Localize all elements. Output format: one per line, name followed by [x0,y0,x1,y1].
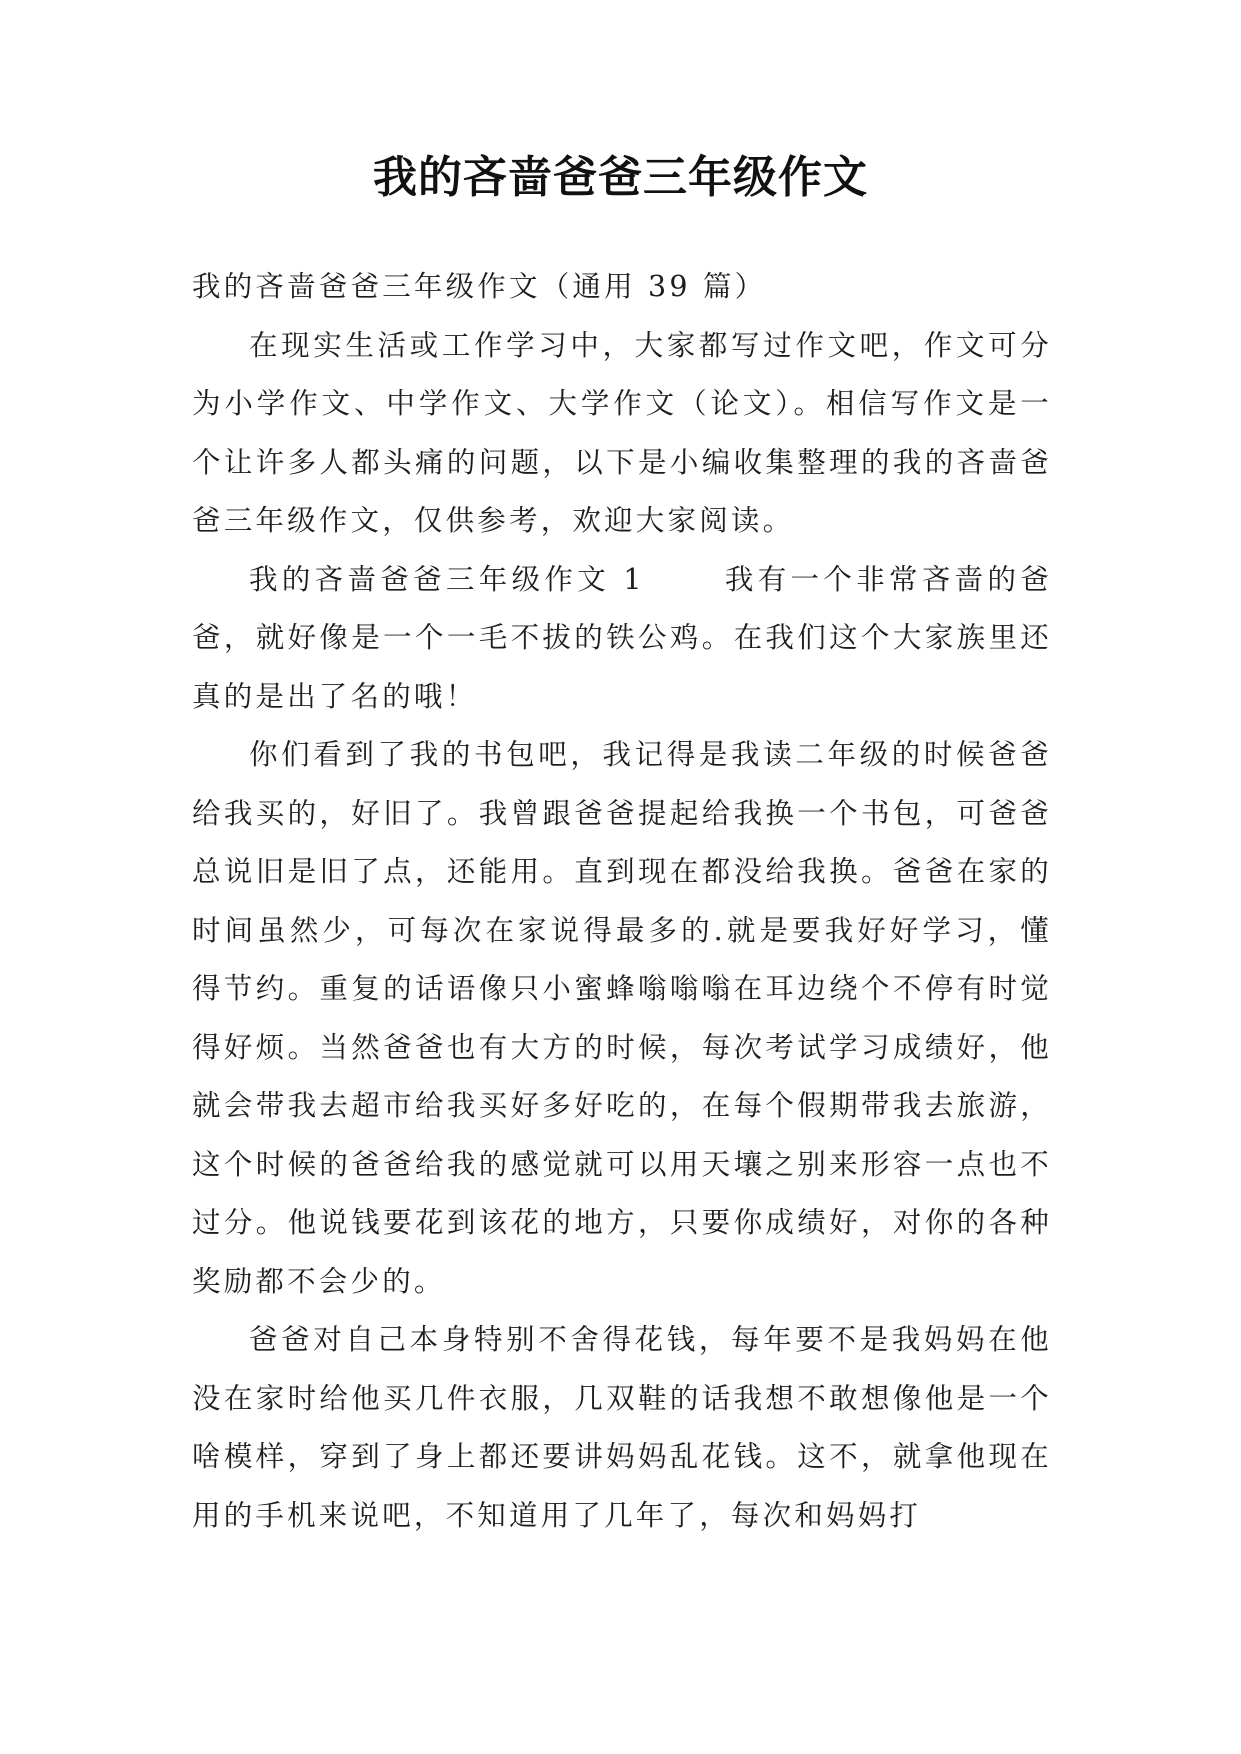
paragraph-intro: 在现实生活或工作学习中，大家都写过作文吧，作文可分为小学作文、中学作文、大学作文（论文）。相信写作文是一个让许多人都头痛的问题，以下是小编收集整理的我的吝啬爸爸三年级作文，仅供参考，欢迎大家阅读。 [192,328,1052,537]
document-title: 我的吝啬爸爸三年级作文 [373,152,868,203]
document-subtitle: 我的吝啬爸爸三年级作文（通用 39 篇） [192,270,767,303]
paragraph-schoolbag: 你们看到了我的书包吧，我记得是我读二年级的时候爸爸给我买的，好旧了。我曾跟爸爸提起给我换一个书包，可爸爸总说旧是旧了点，还能用。直到现在都没给我换。爸爸在家的时间虽然少，可每次在家说得最多的.就是要我好好学习，懂得节约。重复的话语像只小蜜蜂嗡嗡嗡在耳边绕个不停有时觉得好烦。当然爸爸也有大方的时候，每次考试学习成绩好，他就会带我去超市给我买好多好吃的，在每个假期带我去旅游，这个时候的爸爸给我的感觉就可以用天壤之别来形容一点也不过分。他说钱要花到该花的地方，只要你成绩好，对你的各种奖励都不会少的。 [192,738,1052,1298]
paragraph-essay-1-opening: 我的吝啬爸爸三年级作文 1 我有一个非常吝啬的爸爸，就好像是一个一毛不拔的铁公鸡。在我们这个大家族里还真的是出了名的哦！ [192,562,1052,713]
document-body [192,258,1052,1545]
paragraph-spending: 爸爸对自己本身特别不舍得花钱，每年要不是我妈妈在他没在家时给他买几件衣服，几双鞋的话我想不敢想像他是一个啥模样，穿到了身上都还要讲妈妈乱花钱。这不，就拿他现在用的手机来说吧，不知道用了几年了，每次和妈妈打 [192,1323,1052,1532]
